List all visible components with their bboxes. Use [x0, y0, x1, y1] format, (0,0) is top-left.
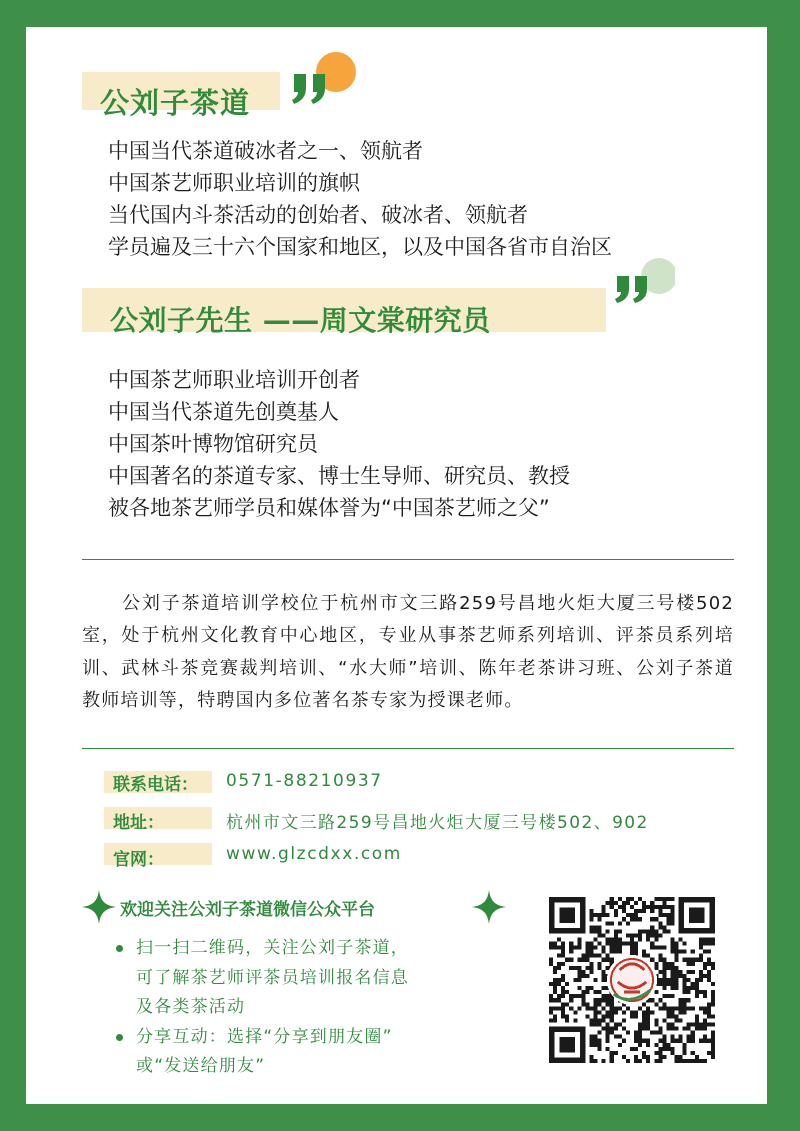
phone-value: 0571-88210937	[226, 771, 383, 791]
website-value[interactable]: www.glzcdxx.com	[226, 844, 402, 864]
bullet-dot-icon	[116, 1034, 123, 1041]
website-label: 官网：	[113, 850, 164, 870]
bullet-text: 或“发送给朋友”	[136, 1056, 266, 1076]
wechat-qr-code-icon[interactable]	[549, 897, 715, 1063]
bullet-item	[116, 1023, 409, 1082]
section2-line: 中国茶艺师职业培训开创者	[108, 368, 360, 392]
section2-title: 公刘子先生 ——周文棠研究员	[110, 304, 491, 337]
bullet-text: 分享互动：选择“分享到朋友圈”	[136, 1026, 393, 1047]
follow-title: 欢迎关注公刘子茶道微信公众平台	[120, 900, 375, 920]
quote-mark-icon	[611, 256, 675, 306]
section1-title: 公刘子茶道	[100, 86, 251, 120]
star-icon	[472, 890, 506, 924]
section2-line: 中国著名的茶道专家、博士生导师、研究员、教授	[108, 464, 570, 488]
section1-line: 学员遍及三十六个国家和地区，以及中国各省市自治区	[108, 235, 612, 259]
phone-label: 联系电话：	[113, 775, 198, 795]
star-icon	[82, 890, 116, 924]
section1-line: 中国当代茶道破冰者之一、领航者	[108, 139, 423, 163]
divider	[82, 559, 734, 560]
section1-line: 当代国内斗茶活动的创始者、破冰者、领航者	[108, 203, 528, 227]
section1-line: 中国茶艺师职业培训的旗帜	[108, 171, 360, 195]
section2-line: 中国当代茶道先创奠基人	[108, 400, 339, 424]
address-value: 杭州市文三路259号昌地火炬大厦三号楼502、902	[226, 813, 649, 833]
section2-lines	[108, 364, 570, 524]
section2-line: 中国茶叶博物馆研究员	[108, 432, 318, 456]
bullet-text: 可了解茶艺师评茶员培训报名信息	[136, 967, 409, 988]
bullet-text: 扫一扫二维码，关注公刘子茶道，	[136, 938, 409, 958]
bullet-text: 及各类茶活动	[136, 997, 246, 1017]
quote-mark-icon	[288, 50, 356, 106]
divider	[82, 748, 734, 749]
address-label: 地址：	[113, 813, 164, 833]
section2-line: 被各地茶艺师学员和媒体誉为“中国茶艺师之父”	[108, 496, 550, 520]
section1-lines	[108, 135, 612, 263]
bullet-dot-icon	[116, 945, 123, 952]
follow-bullets	[116, 934, 409, 1082]
bullet-item	[116, 934, 409, 1023]
school-intro: 公刘子茶道培训学校位于杭州市文三路259号昌地火炬大厦三号楼502室，处于杭州文化教育中心地区，专业从事茶艺师系列培训、评茶员系列培训、武林斗茶竞赛裁判培训、“水大师”培训、陈年老茶讲习班、公刘子茶道教师培训等，特聘国内多位著名茶专家为授课老师。	[82, 593, 734, 712]
